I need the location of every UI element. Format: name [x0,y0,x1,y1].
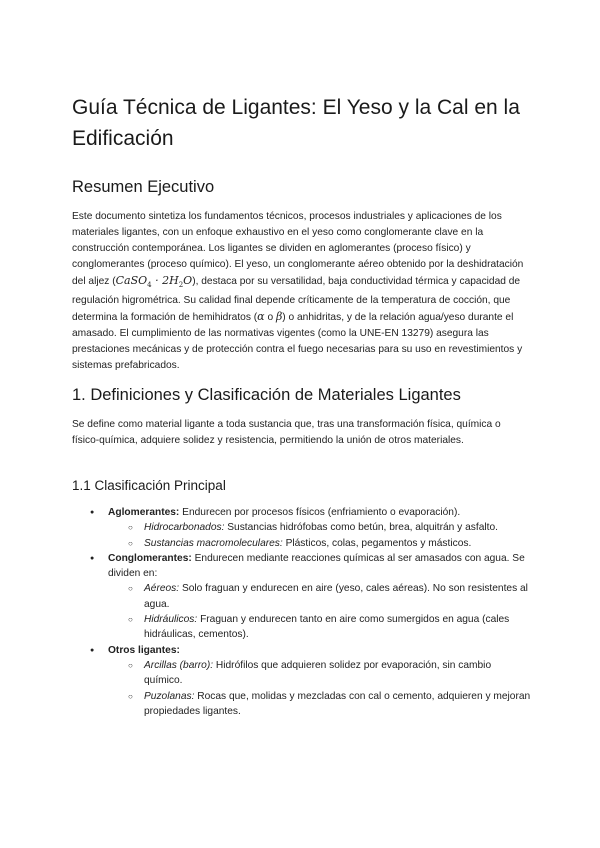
summary-text-3: ) o anhidritas, y de la relación agua/yeso durante el amasado. El cumplimiento de las normativas vigentes (como la UNE-EN 13279) asegura las prestaciones mecánicas y de protección contra el fuego necesarias para su uso en revestimientos y sistemas prefabricados. [72,312,523,372]
sub-item-arcillas [108,658,532,689]
desc-macromoleculares: Plásticos, colas, pegamentos y másticos. [282,537,472,549]
term-aereos: Aéreos: [144,583,180,595]
formula-part-b: 2H [162,274,179,287]
section1-intro: Se define como material ligante a toda sustancia que, tras una transformación física, química o físico-química, adquiere solidez y resistencia, permitiendo la unión de otros materiales. [72,419,501,446]
beta-symbol: β [275,310,283,324]
gypsum-formula [115,274,193,290]
formula-sub-b: 2 [178,281,184,290]
summary-text-1: Este documento sintetiza los fundamentos técnicos, procesos industriales y aplicaciones de los materiales ligantes, con un enfoque exhaustivo en el yeso como conglomerante clave en la construcción contemporánea. Los ligantes se dividen en aglomerantes (proceso físico) y conglomerantes (proceso químico). El yeso, un conglomerante aéreo obtenido por la deshidratación del aljez ( [72,211,524,287]
formula-part-c: O [183,274,193,287]
desc-conglomerantes: Endurecen mediante reacciones químicas al ser amasados con agua. Se dividen en: [108,552,525,580]
desc-arcillas: Hidrófilos que adquieren solidez por evaporación, sin cambio químico. [144,659,492,687]
sublist-conglomerantes [108,581,532,642]
sub-item-puzolanas [108,689,532,720]
summary-text-2: ), destaca por su versatilidad, baja conductividad térmica y capacidad de regulación higrométrica. Su calidad final depende críticamente de la temperatura de cocción, que determina la formación de hemihidratos ( [72,276,521,324]
classification-list [72,505,532,719]
term-otros: Otros ligantes: [108,644,180,656]
sub-item-hidrocarbonados [108,520,532,535]
section1-heading: 1. Definiciones y Clasificación de Materiales Ligantes [72,386,461,404]
desc-aereos: Solo fraguan y endurecen en aire (yeso, cales aéreas). No son resistentes al agua. [144,583,528,610]
term-hidrocarbonados: Hidrocarbonados: [144,522,225,534]
alpha-symbol: α [257,310,265,324]
term-hidraulicos: Hidráulicos: [144,614,198,626]
sublist-otros [108,658,532,719]
desc-puzolanas: Rocas que, molidas y mezcladas con cal o cemento, adquieren y mejoran propiedades ligantes. [144,690,531,717]
list-item-conglomerantes [72,551,532,643]
sub-item-aereos [108,581,532,612]
term-aglomerantes: Aglomerantes: [108,507,180,518]
sublist-aglomerantes [108,520,532,551]
section11-heading: 1.1 Clasificación Principal [72,478,226,493]
desc-hidraulicos: Fraguan y endurecen tanto en aire como sumergidos en agua (cales hidráulicas, cementos). [144,614,510,641]
summary-heading: Resumen Ejecutivo [72,178,215,196]
document-title: Guía Técnica de Ligantes: El Yeso y la Cal en la Edificación [72,96,520,150]
term-arcillas: Arcillas (barro): [144,659,214,671]
list-item-aglomerantes [72,505,532,551]
term-conglomerantes: Conglomerantes: [108,552,192,564]
desc-aglomerantes: Endurecen por procesos físicos (enfriamiento o evaporación). [179,507,461,518]
list-item-otros [72,643,532,719]
formula-part-a: CaSO [115,274,148,287]
desc-hidrocarbonados: Sustancias hidrófobas como betún, brea, alquitrán y asfalto. [224,522,498,534]
or-word: o [264,312,276,324]
sub-item-macromoleculares [108,536,532,551]
formula-sub-a: 4 [147,281,152,290]
term-puzolanas: Puzolanas: [144,690,195,702]
formula-dot: · [151,274,163,287]
term-macromoleculares: Sustancias macromoleculares: [144,537,283,549]
summary-paragraph [72,209,528,374]
sub-item-hidraulicos [108,612,532,643]
